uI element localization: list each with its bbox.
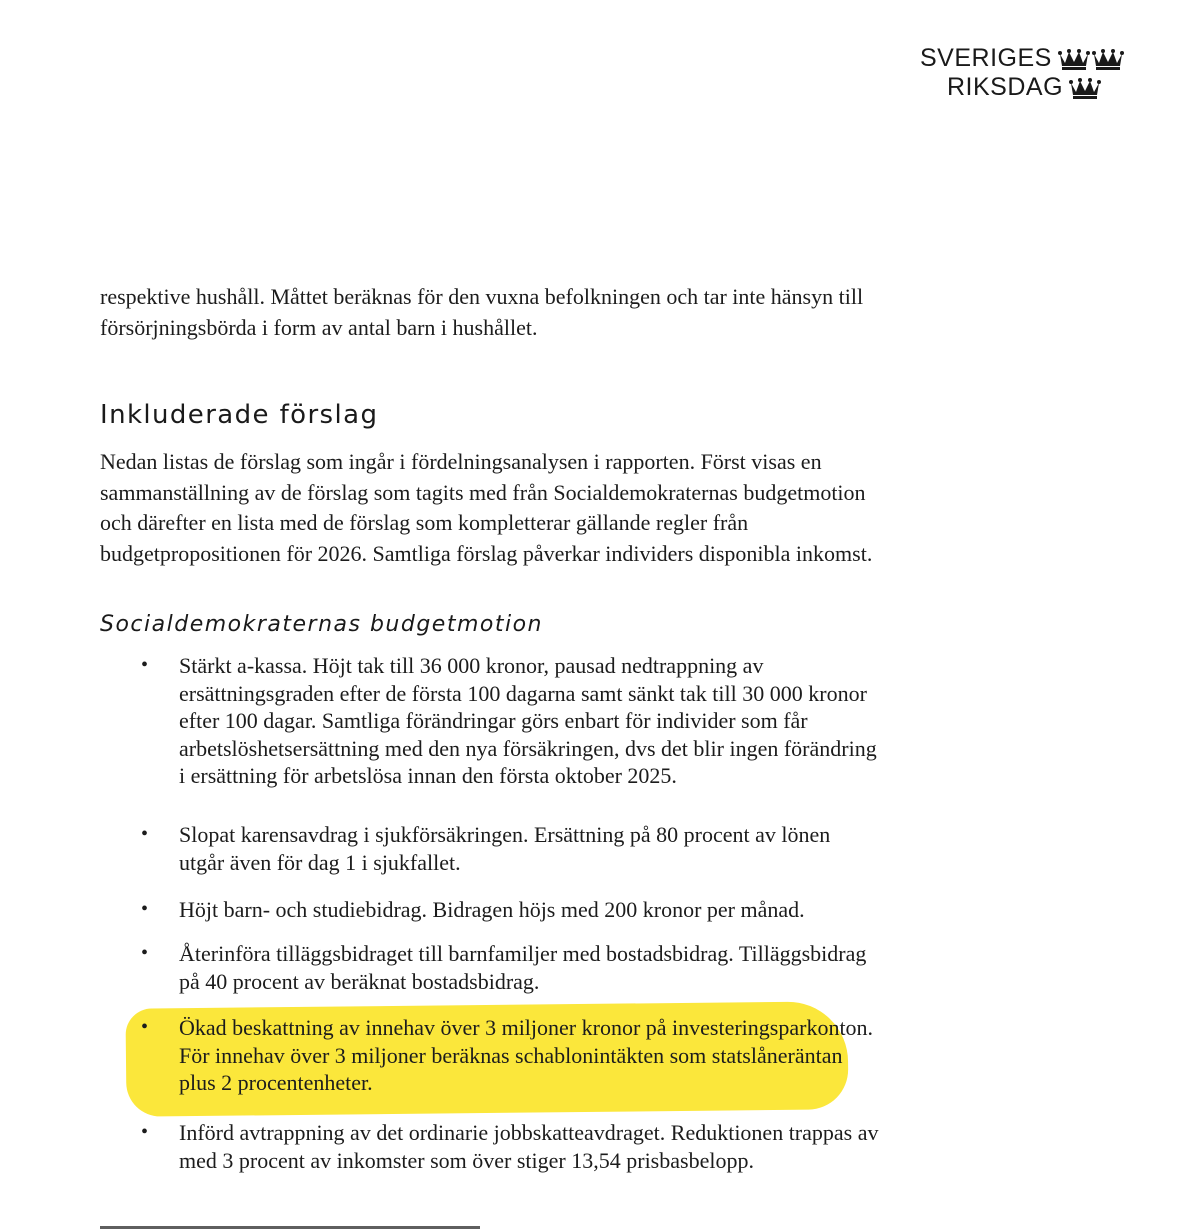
cut-off-heading xyxy=(100,1222,480,1230)
list-item: • Höjt barn- och studiebidrag. Bidragen höjs med 200 kronor per månad. xyxy=(179,896,879,924)
list-item: • Slopat karensavdrag i sjukförsäkringen. Ersättning på 80 procent av lönen utgår även för dag 1 i sjukfallet. xyxy=(179,821,879,876)
list-item: • Införd avtrappning av det ordinarie jobbskatteavdraget. Reduktionen trappas av med 3 procent av inkomster som över stiger 13,54 prisbasbelopp. xyxy=(179,1119,879,1174)
list-item: • Återinföra tilläggsbidraget till barnfamiljer med bostadsbidrag. Tilläggsbidrag på 40 procent av beräknat bostadsbidrag. xyxy=(179,940,879,995)
logo-text-riksdag: RIKSDAG xyxy=(947,73,1064,101)
logo-text-sveriges: SVERIGES xyxy=(920,44,1052,72)
list-item-highlighted: • Ökad beskattning av innehav över 3 miljoner kronor på investeringsparkonton. För innehav över 3 miljoner beräknas schablonintäkten som statslåneräntan plus 2 procentenheter. xyxy=(179,1014,879,1097)
section-paragraph: Nedan listas de förslag som ingår i fördelningsanalysen i rapporten. Först visas en sammanställning av de förslag som tagits med från Socialdemokraternas budgetmotion och därefter en lista med de förslag som kompletterar gällande regler från budgetpropositionen för 2026. Samtliga förslag påverkar individers disponibla inkomst. xyxy=(100,449,873,566)
list-item: • Stärkt a-kassa. Höjt tak till 36 000 kronor, pausad nedtrappning av ersättningsgraden efter de första 100 dagarna samt sänkt tak till 30 000 kronor efter 100 dagar. Samtliga förändringar görs enbart för individer som får arbetslöshetsersättning med den nya försäkringen, dvs det blir ingen förändring i ersättning för arbetslösa innan den första oktober 2025. xyxy=(179,652,879,790)
intro-paragraph: respektive hushåll. Måttet beräknas för den vuxna befolkningen och tar inte hänsyn till försörjningsbörda i form av antal barn i hushållet. xyxy=(100,284,864,340)
subsection-heading: Socialdemokraternas budgetmotion xyxy=(100,612,544,637)
section-heading: Inkluderade förslag xyxy=(100,400,379,430)
